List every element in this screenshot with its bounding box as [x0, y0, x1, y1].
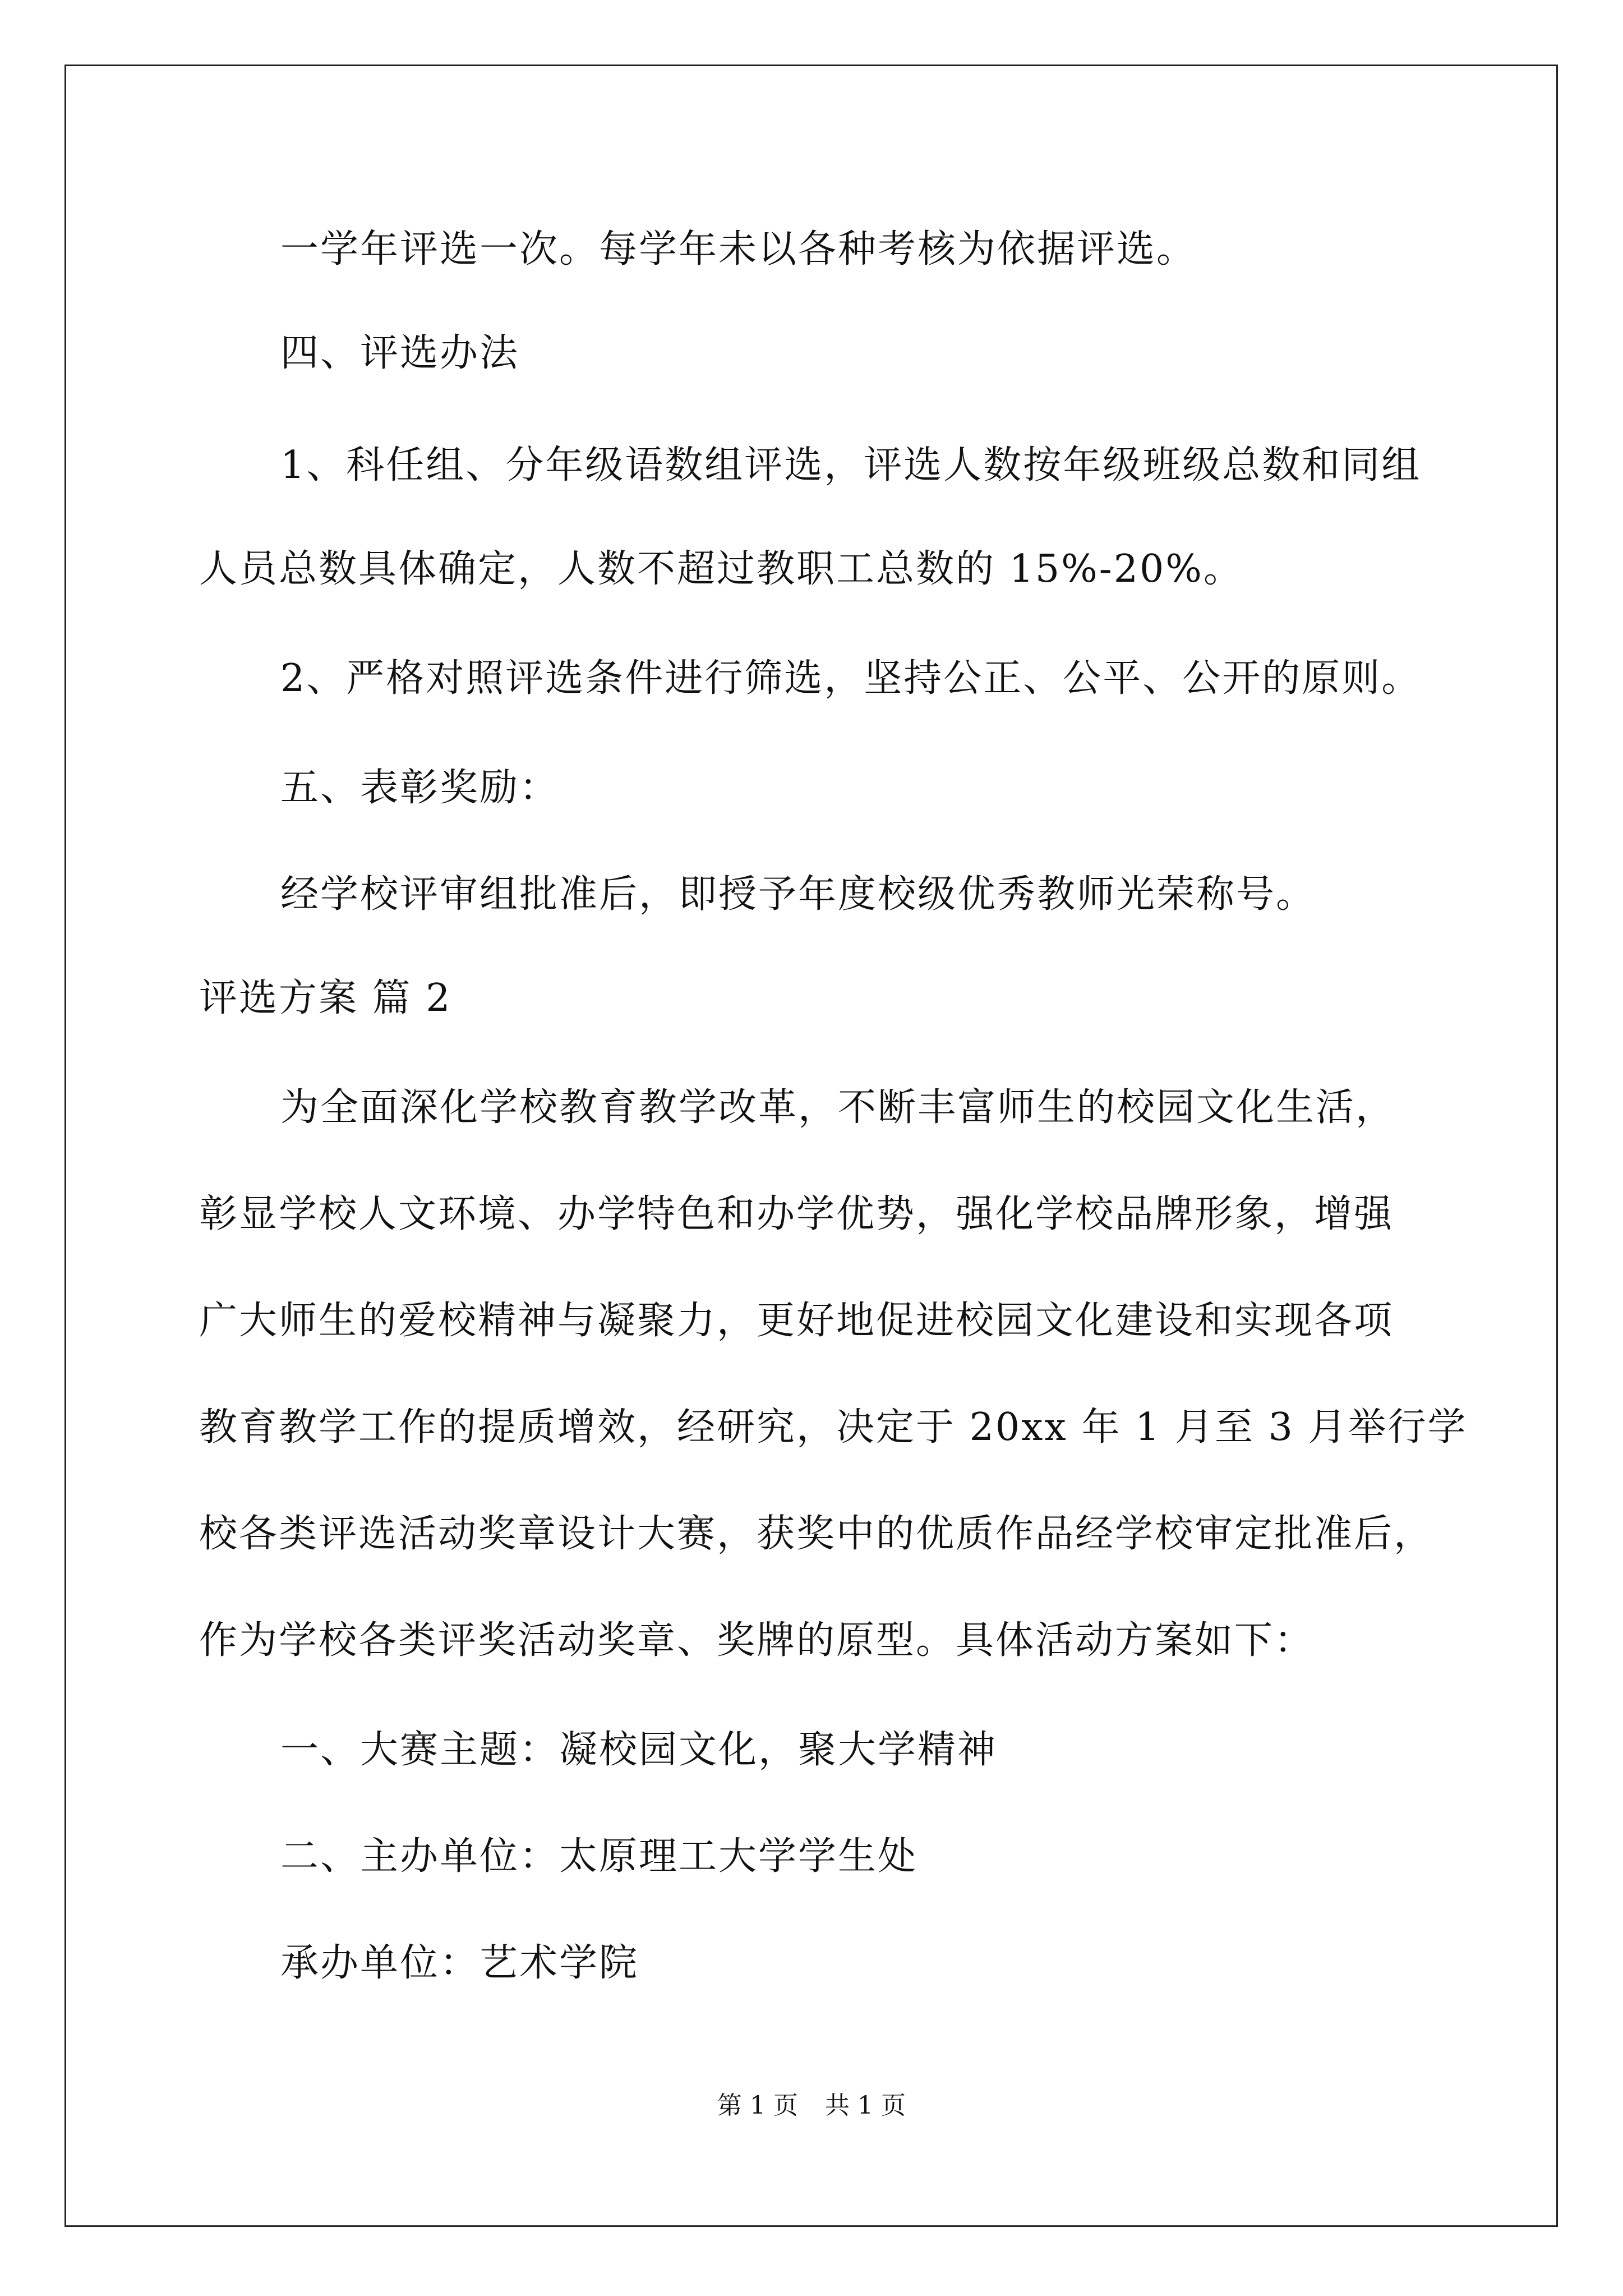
page-border	[64, 65, 1558, 2227]
paragraph-line-15: 一、大赛主题：凝校园文化，聚大学精神	[280, 1728, 998, 1772]
paragraph-line-9: 为全面深化学校教育教学改革，不断丰富师生的校园文化生活，	[280, 1085, 1396, 1130]
paragraph-line-1: 一学年评选一次。每学年未以各种考核为依据评选。	[280, 227, 1197, 272]
section-heading-5: 五、表彰奖励：	[280, 766, 560, 810]
section-heading-4: 四、评选办法	[280, 331, 520, 375]
paragraph-line-3: 1、科任组、分年级语数组评选，评选人数按年级班级总数和同组	[280, 443, 1422, 487]
page-number: 第 1 页	[717, 2091, 798, 2120]
paragraph-line-4: 人员总数具体确定，人数不超过教职工总数的 15%-20%。	[199, 547, 1243, 591]
chapter-heading: 评选方案 篇 2	[199, 976, 452, 1020]
page-footer	[0, 2091, 1623, 2120]
paragraph-line-17: 承办单位：艺术学院	[280, 1941, 639, 1985]
paragraph-line-12: 教育教学工作的提质增效，经研究，决定于 20xx 年 1 月至 3 月举行学	[199, 1405, 1468, 1450]
paragraph-line-11: 广大师生的爱校精神与凝聚力，更好地促进校园文化建设和实现各项	[199, 1299, 1394, 1343]
paragraph-line-16: 二、主办单位：太原理工大学学生处	[280, 1834, 918, 1879]
page-total: 共 1 页	[825, 2091, 906, 2120]
paragraph-line-7: 经学校评审组批准后，即授予年度校级优秀教师光荣称号。	[280, 872, 1316, 917]
paragraph-line-13: 校各类评选活动奖章设计大赛，获奖中的优质作品经学校审定批准后，	[199, 1512, 1434, 1556]
paragraph-line-10: 彰显学校人文环境、办学特色和办学优势，强化学校品牌形象，增强	[199, 1192, 1394, 1236]
paragraph-line-14: 作为学校各类评奖活动奖章、奖牌的原型。具体活动方案如下：	[199, 1618, 1315, 1663]
paragraph-line-5: 2、严格对照评选条件进行筛选，坚持公正、公平、公开的原则。	[280, 656, 1422, 701]
